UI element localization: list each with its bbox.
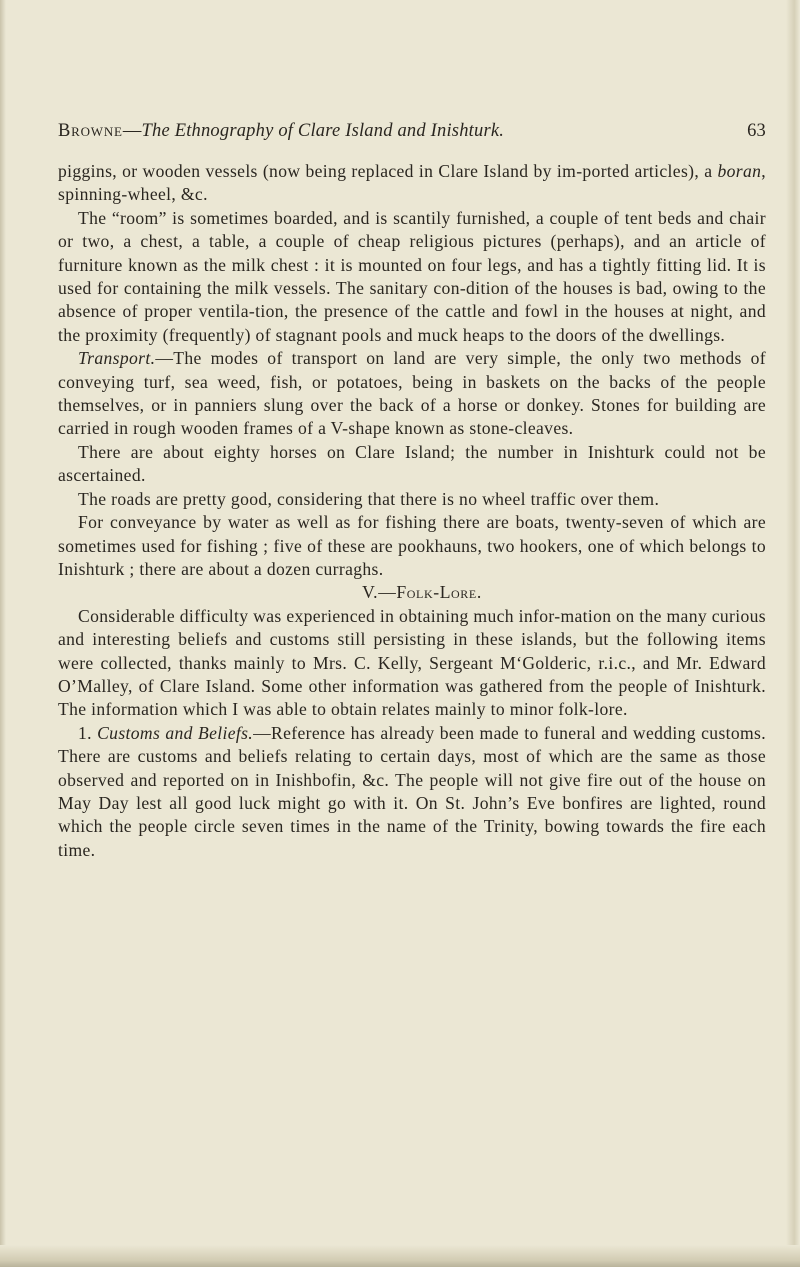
header-title: The Ethnography of Clare Island and Inishturk. bbox=[141, 121, 505, 141]
section-heading-folk-lore: V.—Folk-Lore. bbox=[362, 582, 482, 603]
paragraph-difficulty: Considerable difficulty was experienced in obtaining much infor-mation on the many curious and interesting beliefs and customs still persisting in these islands, but the following items were collected, thanks mainly to Mrs. C. Kelly, Sergeant M‘Golderic, r.i.c., and Mr. Edward O’Malley, of Clare Island. Some other information was gathered from the people of Inishturk. The information which I was able to obtain relates mainly to minor folk-lore. bbox=[58, 605, 766, 720]
page-right-edge bbox=[786, 0, 800, 1267]
paragraph-horses: There are about eighty horses on Clare Island; the number in Inishturk could not be ascertained. bbox=[58, 441, 766, 486]
paragraph-transport: Transport.—The modes of transport on land are very simple, the only two methods of conveying turf, sea weed, fish, or potatoes, being in baskets on the backs of the people themselves, or in panniers slung over the back of a horse or donkey. Stones for building are carried in rough wooden frames of a V-shape known as stone-cleaves. bbox=[58, 348, 766, 439]
page-bottom-shadow bbox=[0, 1245, 800, 1267]
paragraph-boats: For conveyance by water as well as for fishing there are boats, twenty-seven of which are sometimes used for fishing ; five of these are pookhauns, two hookers, one of which belongs to Inishturk ; there are about a dozen curraghs. bbox=[58, 512, 766, 579]
paragraph-roads: The roads are pretty good, considering that there is no wheel traffic over them. bbox=[78, 488, 660, 509]
header-separator: — bbox=[122, 121, 142, 141]
page-number: 63 bbox=[747, 121, 766, 141]
paragraph-room: The “room” is sometimes boarded, and is scantily furnished, a couple of tent beds and chair or two, a chest, a table, a couple of cheap religious pictures (perhaps), and an article of furniture known as the milk chest : it is mounted on four legs, and has a tightly fitting lid. It is used for containing the milk vessels. The sanitary con-dition of the houses is bad, owing to the absence of proper ventila-tion, the presence of the cattle and fowl in the houses at night, and the proximity (frequently) of stagnant pools and muck heaps to the doors of the dwellings. bbox=[58, 207, 766, 345]
paragraph-customs: 1. Customs and Beliefs.—Reference has already been made to funeral and wedding customs. There are customs and beliefs relating to certain days, most of which are the same as those observed and reported on in Inishbofin, &c. The people will not give fire out of the house on May Day lest all good luck might go with it. On St. John’s Eve bonfires are lighted, round which the people circle seven times in the name of the Trinity, bowing towards the fire each time. bbox=[58, 722, 767, 860]
running-header bbox=[58, 121, 766, 145]
page-left-edge bbox=[0, 0, 6, 1267]
paragraph-piggins: piggins, or wooden vessels (now being replaced in Clare Island by im-ported articles), a boran, spinning-wheel, &c. bbox=[58, 161, 766, 205]
header-author: Browne bbox=[58, 121, 123, 141]
body-text bbox=[58, 160, 766, 862]
